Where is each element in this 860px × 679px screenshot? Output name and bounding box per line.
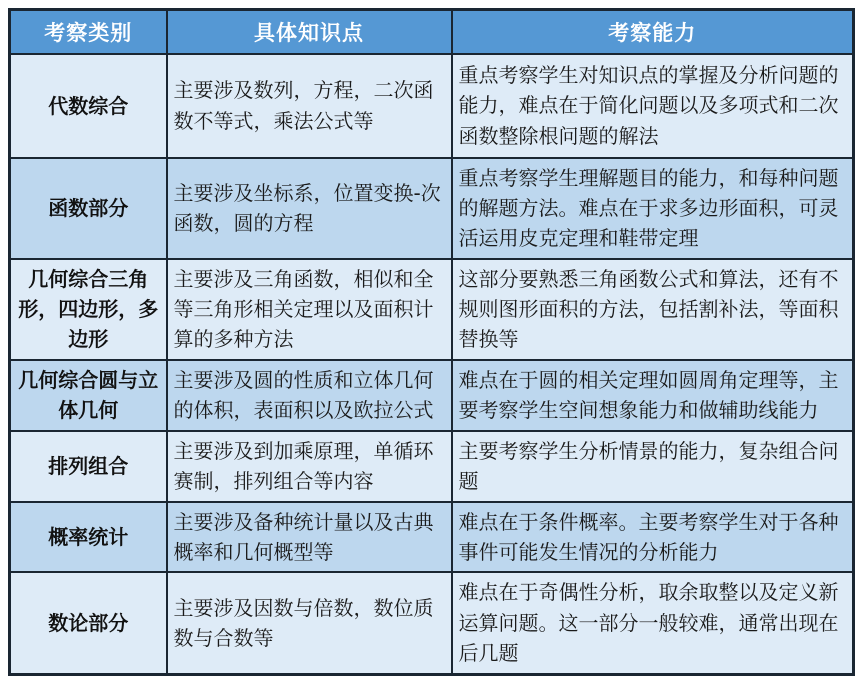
knowledge-cell: 主要涉及数列，方程，二次函数不等式，乘法公式等 [167,54,452,158]
category-cell: 代数综合 [10,54,167,158]
exam-knowledge-table [8,8,855,676]
table-row [10,158,854,259]
ability-cell: 这部分要熟悉三角函数公式和算法，还有不规则图形面积的方法，包括割补法，等面积替换等 [452,259,854,360]
category-cell: 几何综合圆与立体几何 [10,360,167,431]
table-row [10,259,854,360]
header-row [10,10,854,54]
table-row [10,502,854,573]
category-cell: 排列组合 [10,431,167,502]
table-row [10,54,854,158]
header-cell-knowledge: 具体知识点 [167,10,452,54]
category-cell: 几何综合三角形，四边形，多边形 [10,259,167,360]
knowledge-cell: 主要涉及坐标系，位置变换-次函数，圆的方程 [167,158,452,259]
table-row [10,572,854,674]
ability-cell: 主要考察学生分析情景的能力，复杂组合问题 [452,431,854,502]
category-cell: 函数部分 [10,158,167,259]
header-cell-category: 考察类别 [10,10,167,54]
knowledge-cell: 主要涉及因数与倍数，数位质数与合数等 [167,572,452,674]
knowledge-cell: 主要涉及到加乘原理，单循环赛制，排列组合等内容 [167,431,452,502]
knowledge-cell: 主要涉及备种统计量以及古典概率和几何概型等 [167,502,452,573]
category-cell: 数论部分 [10,572,167,674]
ability-cell: 难点在于奇偶性分析，取余取整以及定义新运算问题。这一部分一般较难，通常出现在后几题 [452,572,854,674]
knowledge-cell: 主要涉及三角函数，相似和全等三角形相关定理以及面积计算的多种方法 [167,259,452,360]
category-cell: 概率统计 [10,502,167,573]
table-row [10,431,854,502]
header-cell-ability: 考察能力 [452,10,854,54]
knowledge-cell: 主要涉及圆的性质和立体几何的体积，表面积以及欧拉公式 [167,360,452,431]
table-body [10,54,854,675]
ability-cell: 难点在于条件概率。主要考察学生对于各种事件可能发生情况的分析能力 [452,502,854,573]
table-header [10,10,854,54]
ability-cell: 难点在于圆的相关定理如圆周角定理等，主要考察学生空间想象能力和做辅助线能力 [452,360,854,431]
ability-cell: 重点考察学生对知识点的掌握及分析问题的能力，难点在于简化问题以及多项式和二次函数整除根问题的解法 [452,54,854,158]
ability-cell: 重点考察学生理解题目的能力，和每种问题的解题方法。难点在于求多边形面积，可灵活运用皮克定理和鞋带定理 [452,158,854,259]
table-row [10,360,854,431]
